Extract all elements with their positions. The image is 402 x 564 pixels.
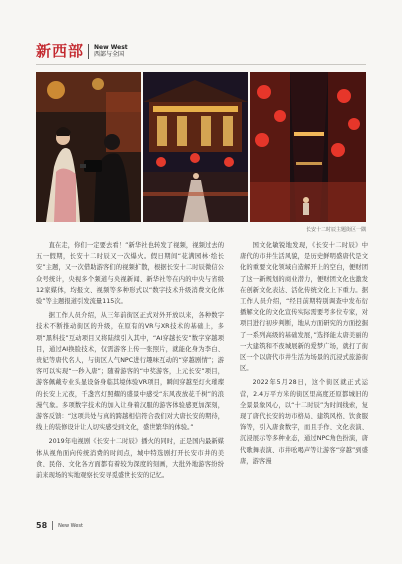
footer-divider bbox=[52, 521, 53, 530]
paragraph: 据工作人员介绍，从三年前街区正式对外开放以来，各种数字技术不断推动街区的升级，在原有的VR与XR技术的基础上，多项“黑科技”互动项目又将陆续引入其中，“AI穿越长安”数字穿越项目，通过AI换脸技术，仅需游客上传一张照片，就能化身为李白、贵妃等唐代名人，与街区人气NPC进行趣味互动的“穿越剧情”；游客可以实现“一秒入唐”；随着游客的“中奖游客，上元长安”项目，游客佩戴专业头显设备身临其境体验VR项目，瞬间穿越至灯火璀璨的长安上元夜，千盏宫灯照耀的盛景中感受“东风夜放花千树”的浪漫气象。多项数字技术的加入让身着汉服的游客体验感更加深刻，游客反馈：“这项共处与真的跨越相信符合我们对大唐长安的期待，线上的装修设计让人切实感受到文化，盛世繁华的体验。” bbox=[36, 312, 224, 432]
header-brand bbox=[94, 44, 128, 58]
body-column-right bbox=[240, 240, 368, 470]
photo-caption: 长安十二时辰主题街区一隅 bbox=[305, 227, 366, 233]
paragraph: 2022年5月28日，这个街区就正式运营，2.4万平方米的街区里高度还原都城旧的全景景象风心，以“十二时辰”为时间线索，复现了唐代长安的坊市格局、建筑风格、饮食服饰等，引入唐食数字，而且手作、文化表演、沉浸展示等多种业态，通过NPC角色扮演，唐代歌舞表演、市井吆喝声等让游客“穿越”到盛唐，游客漫 bbox=[240, 379, 368, 465]
body-column-left bbox=[36, 240, 224, 484]
paragraph: 2019年电视剧《长安十二时辰》播火的同时，正是国内最新媒体从视角面向传统消费的时间点，城中特选剧打开长安市井的美食、民俗、文化各方面都有着较为深度的刻画，大批外地游客纷纷前来现场的实地观察长安寻觅盛世长安的记忆。 bbox=[36, 438, 224, 480]
magazine-logo: 新西部 bbox=[36, 41, 85, 60]
brand-english: New West bbox=[94, 44, 128, 51]
header-divider bbox=[88, 44, 89, 59]
photo-hanfu-filming bbox=[36, 72, 141, 222]
paragraph: 国文化敏锐地发现，《长安十二时辰》中唐代的市井生活风貌，是历史鲜明盛唐代是文化的重要文化领域自造解开上的空白，便财团了这一新规划的商业潜力，便财团文化也激发在创新文化表达、活化传统文化上下重力。据工作人员介绍，“经目前期特别调查中发布衍播解文化的文化宣传实际需要考多位专家，对项目进行初步判断，地从方面研究的方面挖掘了一系列高级的基础发展，”选择能太唐美丽的一大建筑和不夜城展新的爱梦广场，就打了街区一个以唐代市井生活为场景的沉浸式旅游街区。 bbox=[240, 242, 368, 373]
paragraph: 直在走，你们一定要去看！”新华社也转发了视频，视频过去的五一假期，长安十二时辰又一次爆火。假日期间“花满园林·绘长安”主题，又一次借助游客们的视频扩散，根据长安十二时辰微信公众号统计，央视多个频道与央视新闻、新华社等在内的中央与省级12家媒体，均报文、视频等多种形式以“数字技术升级消费文化体验”等主题报道引发流量115次。 bbox=[36, 242, 224, 306]
photo-palace-night bbox=[143, 72, 248, 222]
header bbox=[36, 42, 128, 60]
publication-name: New West bbox=[58, 522, 83, 529]
footer bbox=[36, 521, 83, 530]
photo-lantern-street bbox=[250, 72, 366, 222]
header-rule bbox=[36, 64, 366, 65]
page-number: 58 bbox=[36, 521, 48, 530]
brand-subtitle: 西部与全国 bbox=[94, 51, 125, 58]
